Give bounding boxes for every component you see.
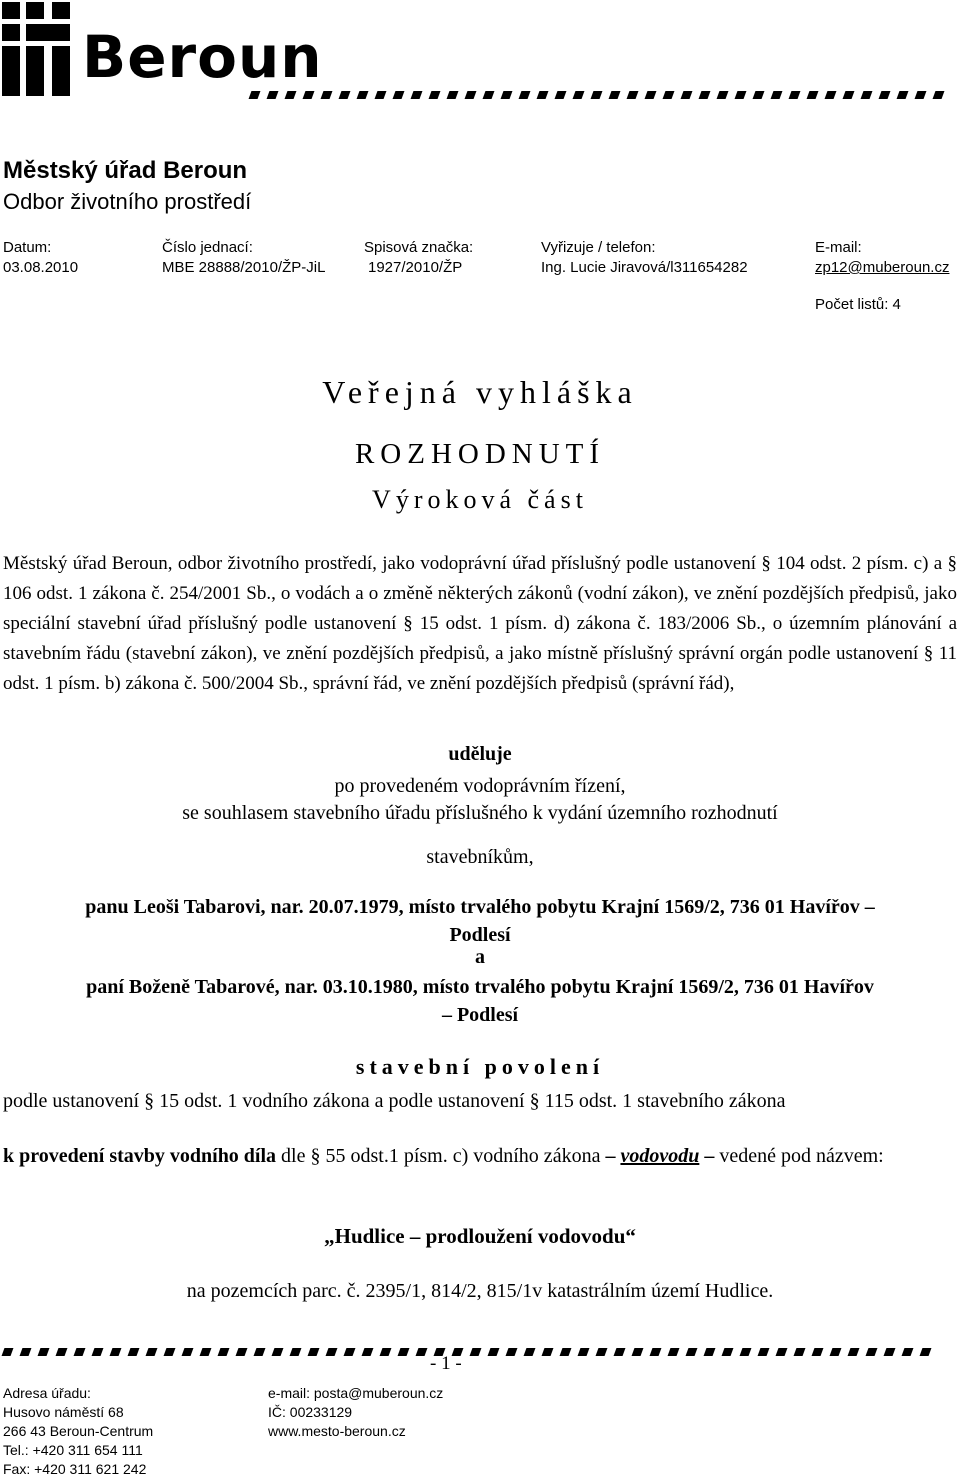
footer-ic: IČ: 00233129 [268,1404,353,1420]
construction-end: vedené pod názvem: [714,1145,884,1167]
intro-part-2: , o vodách a o změně některých zákonů (vodní zákon), ve znění pozdějších předpisů, jako speciální stavební úřad příslušný podle ustanovení § 15 odst. 1 písm. d) zákona č. 183/2006 Sb. [3,583,957,634]
intro-part-3: , o územním plánování a stavebním řádu (stavební zákon), ve znění pozdějších předpisů, a jako místně příslušný správní orgán podle ustanovení § 11 odst. 1 písm. b) zákona č. 500/2004 Sb. [3,613,958,694]
date-value: 03.08.2010 [3,259,79,276]
applicant-2 [0,973,960,1029]
conjunction-and: a [475,946,485,968]
grants-heading: uděluje [448,743,512,765]
beroun-emblem-icon [0,0,80,100]
logo-dash-divider [250,86,960,94]
procedure-line: po provedeném vodoprávním řízení, [334,775,626,797]
construction-text: dle § 55 odst.1 písm. c) vodního zákona [276,1145,606,1167]
logo-wordmark: Beroun [82,23,323,91]
legal-basis-line: podle ustanovení § 15 odst. 1 vodního zákona a podle ustanovení § 115 odst. 1 stavebního zákona [3,1090,786,1112]
handled-by-label: Vyřizuje / telefon: [541,239,656,256]
date-label: Datum: [3,239,52,256]
applicant-2-line-2: – Podlesí [441,1004,519,1026]
address-street: Husovo náměstí 68 [3,1404,124,1420]
parcels-line: na pozemcích parc. č. 2395/1, 814/2, 815/1v katastrálním území Hudlice. [186,1280,774,1302]
footer-email[interactable]: e-mail: posta@muberoun.cz [268,1385,444,1401]
applicant-1 [0,893,960,949]
office-title: Městský úřad Beroun [3,157,248,184]
address-label: Adresa úřadu: [3,1385,91,1401]
footer-website[interactable]: www.mesto-beroun.cz [268,1423,406,1439]
construction-paragraph [3,1142,957,1170]
reference-number-value: MBE 28888/2010/ŽP-JiL [162,259,326,276]
office-department: Odbor životního prostředí [3,189,252,214]
building-permit-title: stavební povolení [355,1054,605,1079]
decision-title: ROZHODNUTÍ [354,438,606,470]
water-main-word: vodovodu [620,1145,700,1167]
fax: Fax: +420 311 621 242 [3,1461,147,1477]
dash-2: – [704,1145,715,1167]
intro-paragraph [3,549,957,699]
page-number: - 1 - [430,1353,462,1374]
sheet-count: Počet listů: 4 [815,296,901,313]
construction-name: „Hudlice – prodloužení vodovodu“ [324,1224,636,1248]
email-link[interactable]: zp12@muberoun.cz [815,259,950,276]
address-city: 266 43 Beroun-Centrum [3,1423,154,1439]
footer-contacts [268,1384,443,1441]
footer-dash-divider [3,1343,960,1351]
builders-line: stavebníkům, [426,846,534,868]
office-logo [0,0,960,100]
intro-part-1: Městský úřad Beroun, odbor životního prostředí, jako vodoprávní úřad příslušný podle ustanovení § 104 odst. 2 písm. c) a § 106 odst. 1 zákona č. 254/2001 Sb. [3,553,957,604]
applicant-1-line-2: Podlesí [449,924,511,946]
footer-address [3,1384,153,1479]
email-label: E-mail: [815,239,862,256]
dash-1: – [605,1145,616,1167]
applicant-1-line-1: panu Leoši Tabarovi, nar. 20.07.1979, místo trvalého pobytu Krajní 1569/2, 736 01 Havířov – [85,896,875,918]
public-notice-title: Veřejná vyhláška [322,374,638,410]
consent-line: se souhlasem stavebního úřadu příslušného k vydání územního rozhodnutí [182,802,778,824]
reference-number-label: Číslo jednací: [162,239,253,256]
file-mark-label: Spisová značka: [364,239,474,256]
phone: Tel.: +420 311 654 111 [3,1442,143,1458]
handled-by-value: Ing. Lucie Jiravová/l311654282 [541,259,748,276]
operative-part-title: Výroková část [372,485,588,514]
intro-part-4: , správní řád, ve znění pozdějších předpisů (správní řád), [303,673,735,694]
file-mark-value: 1927/2010/ŽP [368,259,463,276]
applicant-2-line-1: paní Boženě Tabarové, nar. 03.10.1980, místo trvalého pobytu Krajní 1569/2, 736 01 Havířov [86,976,874,998]
construction-bold: k provedení stavby vodního díla [3,1145,277,1167]
